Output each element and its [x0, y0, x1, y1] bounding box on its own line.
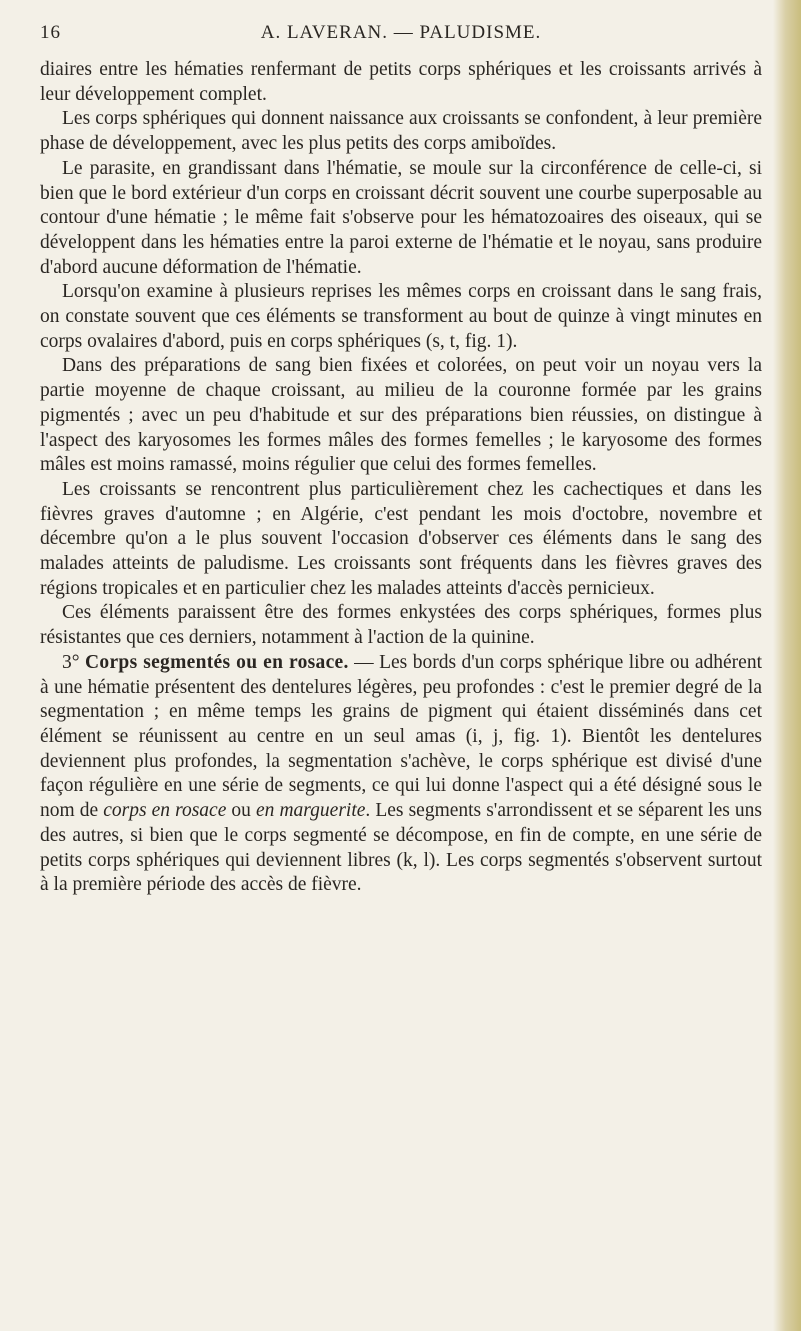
page-number: 16: [40, 22, 61, 43]
term-en-marguerite: en marguerite: [256, 800, 366, 822]
paragraph: Dans des préparations de sang bien fixées et colorées, on peut voir un noyau vers la partie moyenne de chaque croissant, au milieu de la couronne formée par les grains pigmentés ; avec un peu d'habitude et sur des préparations bien réussies, on distingue à l'aspect des karyosomes les formes mâles des formes femelles ; le karyosome des formes mâles est moins ramassé, moins régulier que celui des formes femelles.: [40, 355, 762, 476]
paragraph: Le parasite, en grandissant dans l'hématie, se moule sur la circonférence de celle-ci, si bien que le bord extérieur d'un corps en croissant décrit souvent une courbe superposable au contour d'une hématie ; le même fait s'observe pour les hématozoaires des oiseaux, qui se développent dans les hématies entre la paroi externe de l'hématie et le noyau, sans produire d'abord aucune déformation de l'hématie.: [40, 157, 762, 278]
paragraph-continuation: diaires entre les hématies renfermant de petits corps sphériques et les croissants arrivés à leur développement complet.: [40, 59, 762, 105]
paragraph: Les corps sphériques qui donnent naissance aux croissants se confondent, à leur première phase de développement, avec les plus petits des corps amiboïdes.: [40, 108, 762, 155]
paragraph: Les croissants se rencontrent plus particulièrement chez les cachectiques et dans les fièvres graves d'automne ; en Algérie, c'est pendant les mois d'octobre, novembre et décembre qu'on a le plus souvent l'occasion d'observer ces éléments dans le sang des malades atteints de paludisme. Les croissants sont fréquents dans les fièvres graves des régions tropicales et en particulier chez les malades atteints d'accès pernicieux.: [40, 478, 762, 599]
paragraph: Lorsqu'on examine à plusieurs reprises les mêmes corps en croissant dans le sang frais, on constate souvent que ces éléments se transforment au bout de quinze à vingt minutes en corps ovalaires d'abord, puis en corps sphériques (s, t, fig. 1).: [40, 281, 762, 352]
paragraph: Ces éléments paraissent être des formes enkystées des corps sphériques, formes plus résistantes que ces derniers, notamment à l'action de la quinine.: [40, 602, 762, 649]
section-paragraph: [40, 651, 762, 898]
term-corps-en-rosace: corps en rosace: [103, 800, 227, 822]
section-text: ou: [226, 800, 256, 822]
running-head: A. LAVERAN. — PALUDISME.: [260, 22, 542, 43]
body-text: [40, 58, 762, 898]
section-number: 3°: [62, 651, 80, 673]
page-header: [40, 22, 762, 46]
section-title: Corps segmentés ou en rosace.: [85, 651, 349, 673]
section-text: — Les bords d'un corps sphérique libre ou adhérent à une hématie présentent des dentelures légères, peu profondes : c'est le premier degré de la segmentation ; en même temps les grains de pigment qui étaient disséminés dans cet élément se réunissent au centre en un seul amas (i, j, fig. 1). Bientôt les dentelures deviennent plus profondes, la segmentation s'achève, le corps sphérique est divisé d'une façon régulière en une série de segments, ce qui lui donne l'aspect qui a été désigné sous le nom de: [40, 651, 762, 822]
section-text: . Les segments s'arrondissent et se séparent les uns des autres, si bien que le corps segmenté se décompose, en fin de compte, en une série de petits corps sphériques qui deviennent libres (k, l). Les corps segmentés s'observent surtout à la première période des accès de fièvre.: [40, 800, 762, 896]
page-edge-shadow: [773, 0, 801, 1331]
